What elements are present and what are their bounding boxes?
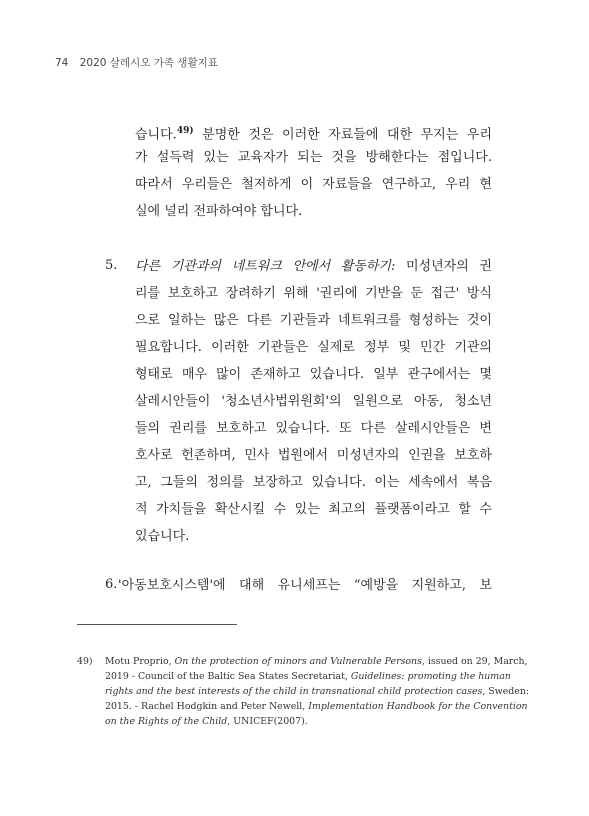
text-line: 실에 널리 전파하여야 합니다. bbox=[135, 204, 303, 219]
text-line: 으로 일하는 많은 다른 기관들과 네트워크를 형성하는 것이 bbox=[135, 313, 492, 328]
text-line: 따라서 우리들은 철저하게 이 자료들을 연구하고, 우리 현 bbox=[135, 177, 492, 192]
text-line: 들의 권리를 보호하고 있습니다. 또 다른 살레시안들은 변 bbox=[135, 421, 492, 436]
text-line: 호사로 헌존하며, 민사 법원에서 미성년자의 인권을 보호하 bbox=[135, 448, 492, 463]
text-line: 고, 그들의 정의를 보장하고 있습니다. 이는 세속에서 복음 bbox=[135, 475, 492, 490]
list-number: 6. bbox=[105, 577, 118, 592]
text-line: 습니다.$^{49)}$ 분명한 것은 이러한 자료들에 대한 무지는 우리 bbox=[135, 126, 492, 143]
page-number: 74 bbox=[55, 57, 69, 69]
footnote-line: 2019 - Council of the Baltic Sea States Secretariat, Guidelines: promoting the human bbox=[105, 671, 511, 682]
list-number: 5. bbox=[105, 258, 118, 273]
footnote-line: Motu Proprio, On the protection of minors and Vulnerable Persons, issued on 29, March, bbox=[105, 656, 528, 667]
text-line: 다른 기관과의 네트워크 안에서 활동하기: 미성년자의 권 bbox=[135, 259, 492, 274]
text-line: 적 가치들을 확산시킬 수 있는 최고의 플랫폼이라고 할 수 bbox=[135, 502, 492, 517]
item-heading: 다른 기관과의 네트워크 안에서 활동하기: bbox=[135, 259, 396, 274]
footnote-number: 49) bbox=[77, 656, 93, 667]
text-line: 살레시안들이 '청소년사법위원회'의 일원으로 아동, 청소년 bbox=[135, 394, 492, 409]
text-line: 필요합니다. 이러한 기관들은 실제로 정부 및 민간 기관의 bbox=[135, 340, 492, 355]
footnote-line: 2015. - Rachel Hodgkin and Peter Newell, Implementation Handbook for the Convention bbox=[105, 701, 528, 712]
running-header bbox=[55, 55, 218, 70]
footnote-body bbox=[105, 654, 530, 729]
text-line: '아동보호시스템'에 대해 유니세프는 “예방을 지원하고, 보 bbox=[118, 578, 492, 593]
text-line: 형태로 매우 많이 존재하고 있습니다. 일부 관구에서는 몇 bbox=[135, 367, 492, 382]
book-title: 2020 살레시오 가족 생활지표 bbox=[79, 57, 218, 69]
footnote bbox=[77, 654, 530, 727]
text-line: 있습니다. bbox=[135, 529, 190, 544]
text-line: 리를 보호하고 장려하기 위해 '권리에 기반을 둔 접근' 방식 bbox=[135, 286, 492, 301]
footnote-line: rights and the best interests of the child in transnational child protection cases, Sweden: bbox=[105, 686, 530, 697]
footnote-divider bbox=[77, 624, 237, 625]
footnote-ref[interactable]: 49) bbox=[176, 126, 194, 136]
footnote-line: on the Rights of the Child, UNICEF(2007). bbox=[105, 716, 308, 727]
text-line: 가 설득력 있는 교육자가 되는 것을 방해한다는 점입니다. bbox=[135, 150, 492, 165]
